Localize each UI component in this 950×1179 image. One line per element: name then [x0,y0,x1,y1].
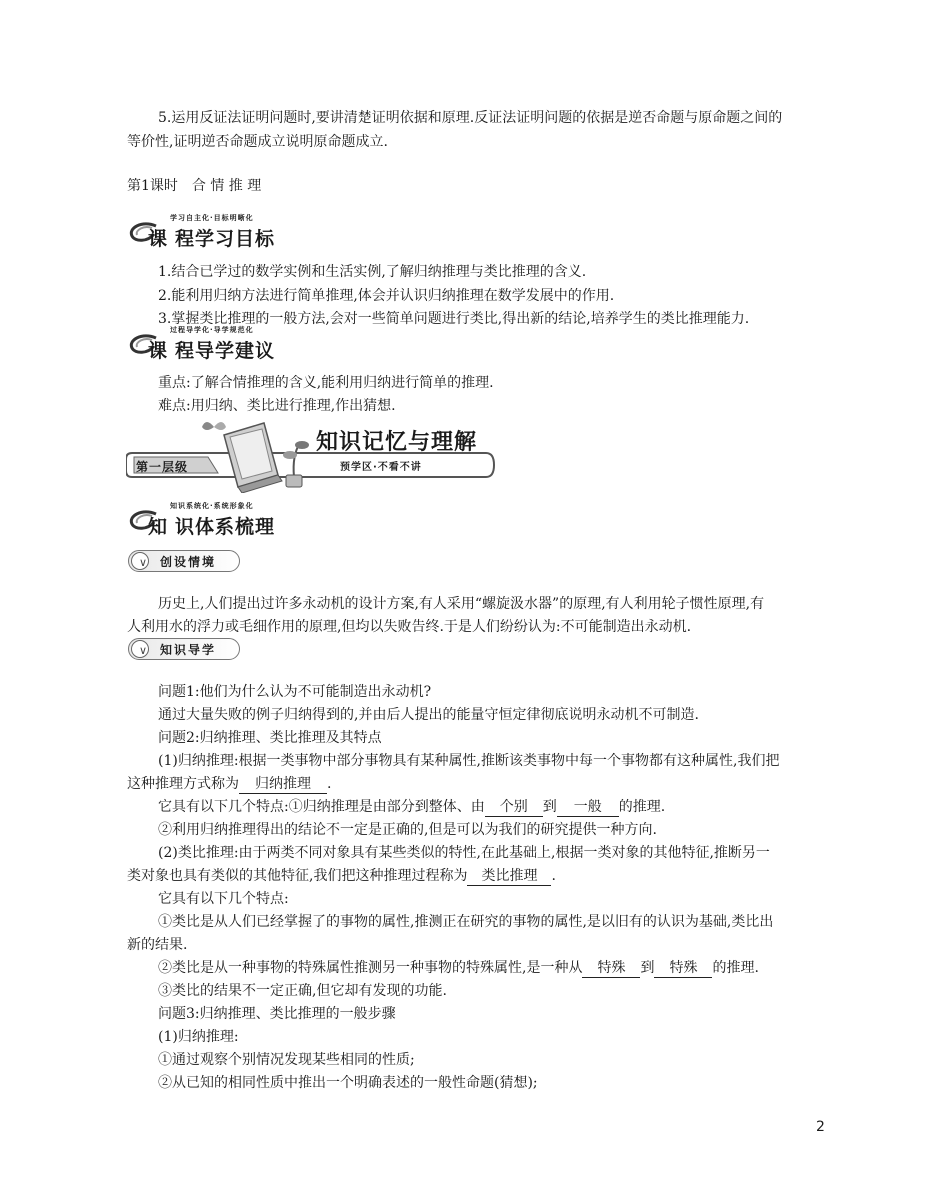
answer-blank: 特殊 [582,960,640,978]
answer-blank: 一般 [557,799,619,817]
scenario-line-1: 历史上,人们提出过许多永动机的设计方案,有人采用“螺旋汲水器”的原理,有人利用轮子惯性原理,有 [158,596,765,612]
intro-line-1: 5.运用反证法证明问题时,要讲清楚证明依据和原理.反证法证明问题的依据是逆否命题与原命题之间的 [158,110,783,126]
analogy-feature-1: ①类比是从人们已经掌握了的事物的属性,推测正在研究的事物的属性,是以旧有的认识为基础,类比出 [158,914,774,930]
step-1: ①通过观察个别情况发现某些相同的性质; [158,1052,415,1068]
banner-subtitle: 过程导学化·导学规范化 [170,326,254,334]
step-2: ②从已知的相同性质中推出一个明确表述的一般性命题(猜想); [158,1075,538,1091]
advice-difficulty: 难点:用归纳、类比进行推理,作出猜想. [158,398,396,414]
chevron-down-icon: ∨ [139,644,148,657]
section-banner-goals [126,214,346,252]
answer-blank: 特殊 [654,960,712,978]
banner-first-char: 课 [148,340,168,362]
banner-title: 程导学建议 [175,340,276,362]
level-tag: 第一层级 [136,460,189,474]
goal-item: 3.掌握类比推理的一般方法,会对一些简单问题进行类比,得出新的结论,培养学生的类比推理能力. [158,311,750,327]
question-2: 问题2:归纳推理、类比推理及其特点 [158,730,382,746]
analogy-feature-1-cont: 新的结果. [127,937,188,953]
pill-label: 创设情境 [160,555,217,569]
analogy-feature-2: ②类比是从一种事物的特殊属性推测另一种事物的特殊属性,是一种从 特殊 到 特殊 的推理. [158,960,759,976]
lesson-title: 第1课时 合 情 推 理 [127,178,262,194]
question-1: 问题1:他们为什么认为不可能制造出永动机? [158,684,432,700]
level-title: 知识记忆与理解 [316,430,478,455]
analogy-feature-3: ③类比的结果不一定正确,但它却有发现的功能. [158,983,447,999]
question-3: 问题3:归纳推理、类比推理的一般步骤 [158,1006,396,1022]
goal-item: 1.结合已学过的数学实例和生活实例,了解归纳推理与类比推理的含义. [158,264,587,280]
banner-title: 程学习目标 [175,228,276,250]
book-stack-icon [224,423,282,493]
intro-line-2: 等价性,证明逆否命题成立说明原命题成立. [127,134,388,150]
analogy-feature-head: 它具有以下几个特点: [158,891,289,907]
answer-blank: 个别 [485,799,543,817]
guide-pill [128,636,246,662]
butterfly-icon [202,422,226,430]
goal-item: 2.能利用归纳方法进行简单推理,体会并认识归纳推理在数学发展中的作用. [158,288,615,304]
pill-label: 知识导学 [160,643,217,657]
banner-subtitle: 学习自主化·目标明晰化 [170,214,254,222]
analogy-definition-1: (2)类比推理:由于两类不同对象具有某些类似的特性,在此基础上,根据一类对象的其他特征,推断另一 [158,845,770,861]
induction-definition-2: 这种推理方式称为 归纳推理 . [127,776,332,792]
banner-subtitle: 知识系统化·系统形象化 [170,502,254,510]
page-number: 2 [816,1119,825,1135]
level-banner [126,415,496,493]
scenario-pill [128,548,246,574]
answer-blank: 归纳推理 [239,776,327,794]
induction-feature-2: ②利用归纳推理得出的结论不一定是正确的,但是可以为我们的研究提供一种方向. [158,822,657,838]
section-banner-knowledge [126,502,346,540]
induction-definition-1: (1)归纳推理:根据一类事物中部分事物具有某种属性,推断该类事物中每一个事物都有这种属性,我们把 [158,753,780,769]
advice-key-point: 重点:了解合情推理的含义,能利用归纳进行简单的推理. [158,375,494,391]
answer-1: 通过大量失败的例子归纳得到的,并由后人提出的能量守恒定律彻底说明永动机不可制造. [158,707,699,723]
banner-first-char: 课 [148,228,168,250]
answer-blank: 类比推理 [467,868,551,886]
banner-first-char: 知 [148,516,168,538]
analogy-definition-2: 类对象也具有类似的其他特征,我们把这种推理过程称为 类比推理 . [127,868,556,884]
induction-feature-1: 它具有以下几个特点:①归纳推理是由部分到整体、由 个别 到 一般 的推理. [158,799,666,815]
banner-title: 识体系梳理 [175,516,276,538]
chevron-down-icon: ∨ [139,556,148,569]
step-head: (1)归纳推理: [158,1029,239,1045]
scenario-line-2: 人利用水的浮力或毛细作用的原理,但均以失败告终.于是人们纷纷认为:不可能制造出永动机. [127,619,692,635]
section-banner-advice [126,326,346,364]
level-subtitle: 预学区·不看不讲 [340,462,422,473]
